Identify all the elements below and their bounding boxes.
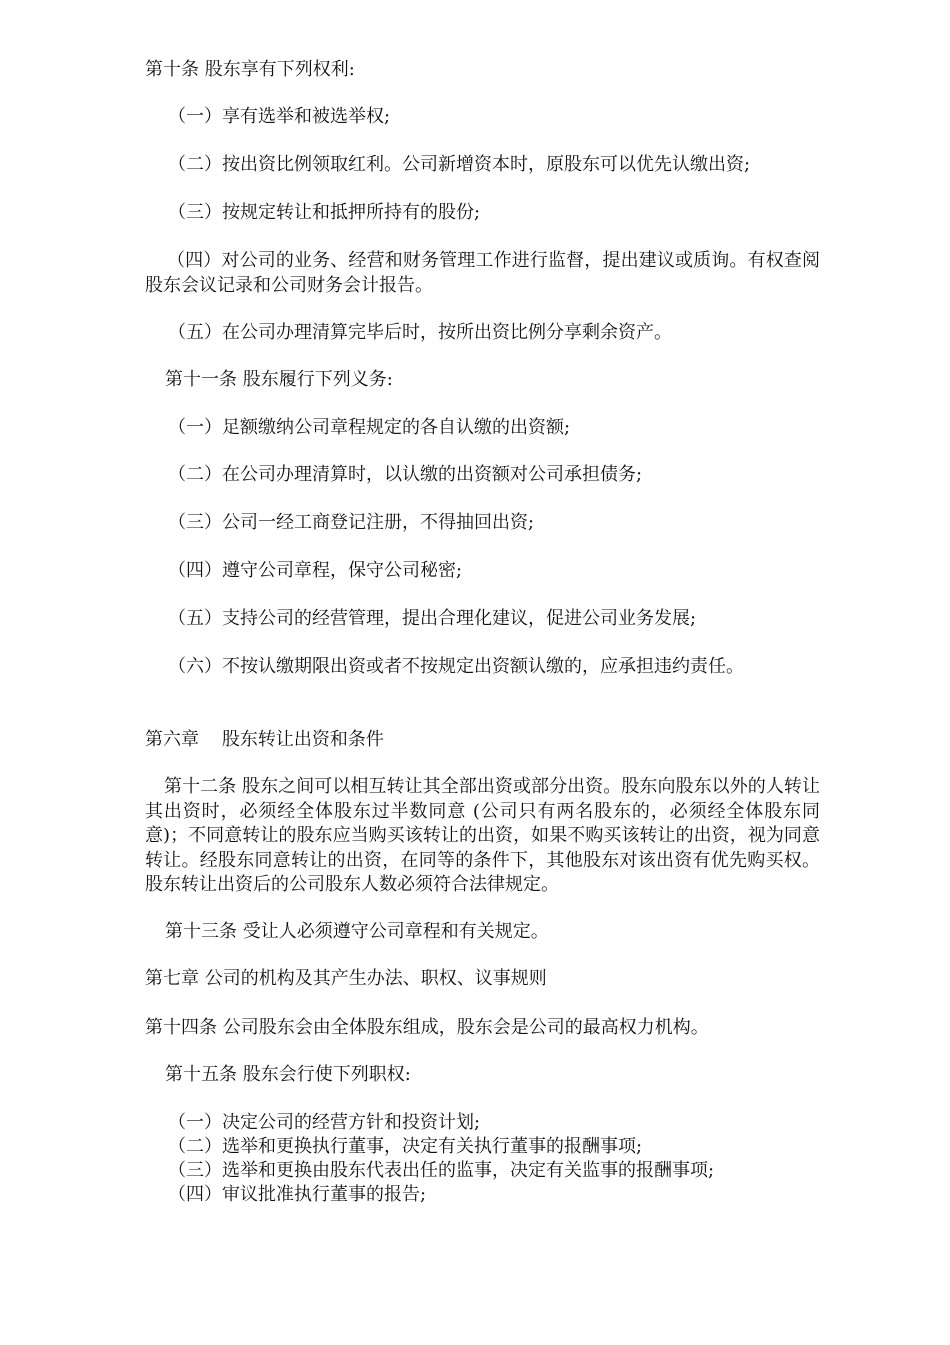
chapter-7-title: 第七章 公司的机构及其产生办法、职权、议事规则 bbox=[145, 968, 547, 989]
article-15-item-3: （三）选举和更换由股东代表出任的监事，决定有关监事的报酬事项; bbox=[168, 1160, 715, 1181]
article-12-text: 第十二条 股东之间可以相互转让其全部出资或部分出资。股东向股东以外的人转让其出资时，必须经全体股东过半数同意 (公司只有两名股东的，必须经全体股东同意)；不同意转让的股东应当购买该转让的出资，如果不购买该转让的出资，视为同意转让。经股东同意转让的出资，在同等的条件下，其他股东对该出资有优先购买权。股东转让出资后的公司股东人数必须符合法律规定。 bbox=[145, 776, 820, 895]
article-14-text: 第十四条 公司股东会由全体股东组成，股东会是公司的最高权力机构。 bbox=[145, 1017, 709, 1038]
article-15-heading: 第十五条 股东会行使下列职权: bbox=[165, 1064, 411, 1085]
article-10-item-3: （三）按规定转让和抵押所持有的股份; bbox=[168, 202, 481, 223]
article-11-item-1: （一）足额缴纳公司章程规定的各自认缴的出资额; bbox=[168, 417, 571, 438]
article-10-item-4: （四）对公司的业务、经营和财务管理工作进行监督，提出建议或质询。有权查阅股东会议记录和公司财务会计报告。 bbox=[145, 250, 820, 296]
article-10-item-2: （二）按出资比例领取红利。公司新增资本时，原股东可以优先认缴出资; bbox=[168, 154, 751, 175]
article-11-item-2: （二）在公司办理清算时，以认缴的出资额对公司承担债务; bbox=[168, 464, 643, 485]
article-11-item-5: （五）支持公司的经营管理，提出合理化建议，促进公司业务发展; bbox=[168, 608, 697, 629]
article-11-item-3: （三）公司一经工商登记注册，不得抽回出资; bbox=[168, 512, 535, 533]
article-15-item-2: （二）选举和更换执行董事，决定有关执行董事的报酬事项; bbox=[168, 1136, 643, 1157]
article-15-item-1: （一）决定公司的经营方针和投资计划; bbox=[168, 1112, 481, 1133]
article-11-item-4: （四）遵守公司章程，保守公司秘密; bbox=[168, 560, 463, 581]
article-11-heading: 第十一条 股东履行下列义务: bbox=[165, 369, 393, 390]
chapter-6-title: 第六章 股东转让出资和条件 bbox=[145, 729, 384, 750]
article-10-heading: 第十条 股东享有下列权利: bbox=[145, 59, 355, 80]
article-15-item-4: （四）审议批准执行董事的报告; bbox=[168, 1184, 427, 1205]
article-10-item-5: （五）在公司办理清算完毕后时，按所出资比例分享剩余资产。 bbox=[168, 322, 672, 343]
article-11-item-6: （六）不按认缴期限出资或者不按规定出资额认缴的，应承担违约责任。 bbox=[168, 656, 744, 677]
article-13-text: 第十三条 受让人必须遵守公司章程和有关规定。 bbox=[165, 921, 549, 942]
article-10-item-1: （一）享有选举和被选举权; bbox=[168, 106, 391, 127]
